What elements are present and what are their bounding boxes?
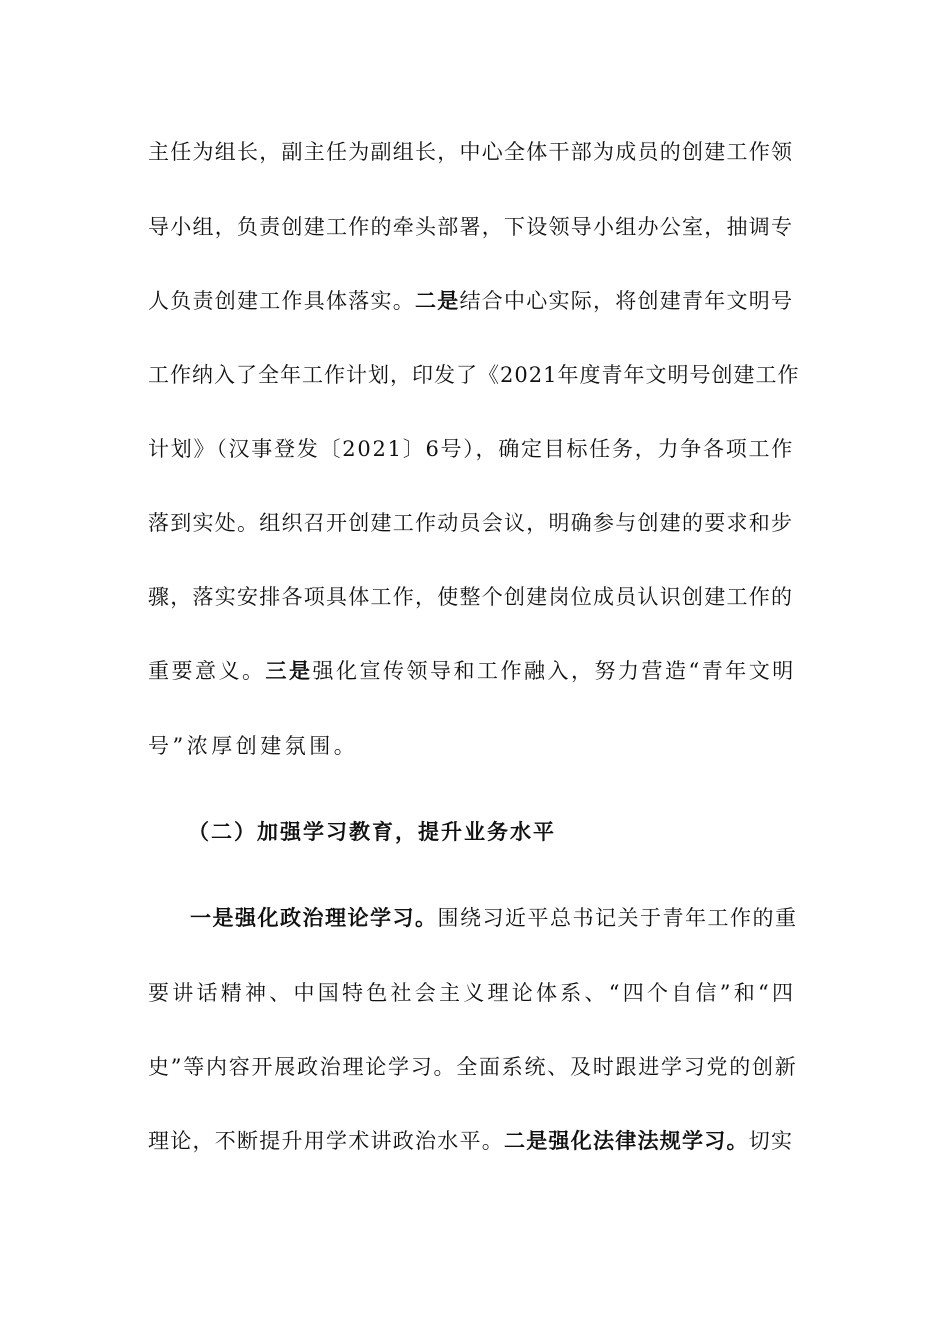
bold-text-run: 二是强化法律法规学习。 xyxy=(504,1129,749,1153)
bold-text-run: 一是强化政治理论学习。 xyxy=(190,906,438,930)
paragraph-line xyxy=(148,1052,797,1082)
text-run: 工作纳入了全年工作计划，印发了《2021年度青年文明号创建工作 xyxy=(148,363,800,387)
bold-text-run: 三是 xyxy=(265,659,313,683)
paragraph-line xyxy=(148,1126,793,1156)
text-run: 落到实处。组织召开创建工作动员会议，明确参与创建的要求和步 xyxy=(148,511,794,535)
paragraph-line xyxy=(148,508,793,538)
text-run: 人负责创建工作具体落实。 xyxy=(148,289,415,313)
text-run: 要讲话精神、中国特色社会主义理论体系、“四个自信”和“四 xyxy=(148,981,797,1005)
section-heading: （二）加强学习教育，提升业务水平 xyxy=(188,820,556,844)
paragraph-line xyxy=(148,656,796,686)
text-run: 导小组，负责创建工作的牵头部署，下设领导小组办公室，抽调专 xyxy=(148,215,794,239)
paragraph-line xyxy=(148,582,793,612)
paragraph-line xyxy=(190,903,798,933)
text-run: 史”等内容开展政治理论学习。全面系统、及时跟进学习党的创新 xyxy=(148,1055,798,1079)
text-run: 切实 xyxy=(748,1129,794,1153)
text-run: 围绕习近平总书记关于青年工作的重 xyxy=(437,906,798,930)
paragraph-line xyxy=(148,731,358,761)
paragraph-line xyxy=(148,137,793,167)
text-run: 理论，不断提升用学术讲政治水平。 xyxy=(148,1129,504,1153)
text-run: 计划》（汉事登发〔2021〕6号），确定目标任务，力争各项工作 xyxy=(148,437,795,461)
text-run: 主任为组长，副主任为副组长，中心全体干部为成员的创建工作领 xyxy=(148,140,794,164)
paragraph-line xyxy=(148,978,796,1008)
text-run: 结合中心实际，将创建青年文明号 xyxy=(459,289,794,313)
paragraph-line xyxy=(148,360,799,390)
text-run: 号”浓厚创建氛围。 xyxy=(148,734,359,758)
text-run: 重要意义。 xyxy=(148,659,266,683)
paragraph-line xyxy=(148,434,794,464)
bold-text-run: 二是 xyxy=(415,289,460,313)
text-run: 骤，落实安排各项具体工作，使整个创建岗位成员认识创建工作的 xyxy=(148,585,794,609)
paragraph-line xyxy=(148,212,793,242)
text-run: 强化宣传领导和工作融入，努力营造“青年文明 xyxy=(312,659,796,683)
paragraph-line xyxy=(148,286,793,316)
